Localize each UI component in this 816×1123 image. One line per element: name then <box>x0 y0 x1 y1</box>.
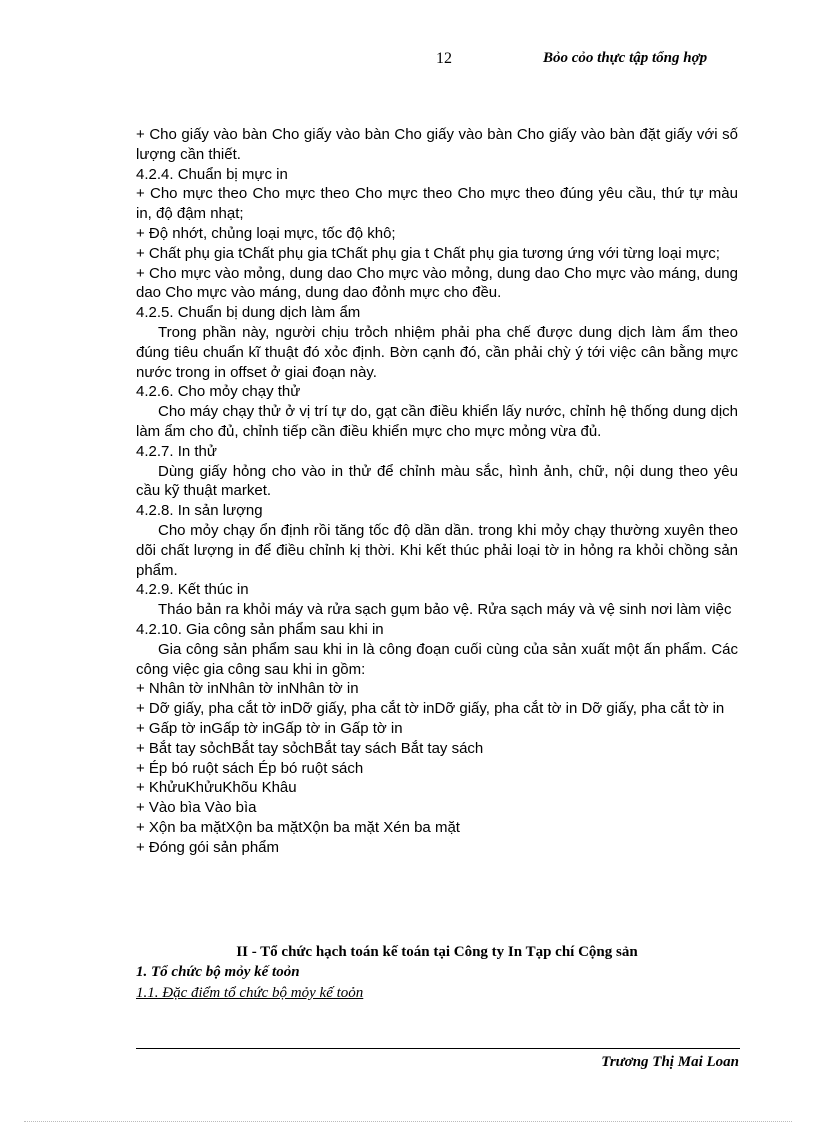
page-edge-divider <box>24 1121 792 1122</box>
paragraph: + Chất phụ gia tChất phụ gia tChất phụ gia t Chất phụ gia tương ứng với từng loại mực; <box>136 244 720 262</box>
section-title: 1. Tổ chức bộ mỏy kế toỏn <box>136 964 300 980</box>
footer-divider <box>136 1048 740 1049</box>
part-title: II - Tổ chức hạch toán kế toán tại Công ty In Tạp chí Cộng sản <box>236 944 638 960</box>
paragraph: + Độ nhớt, chủng loại mực, tốc độ khô; <box>136 224 396 242</box>
body-text <box>136 125 738 857</box>
list-item: + Gấp tờ inGấp tờ inGấp tờ in Gấp tờ in <box>136 719 403 737</box>
footer-author: Trương Thị Mai Loan <box>601 1054 739 1070</box>
paragraph: Gia công sản phẩm sau khi in là công đoạn cuối cùng của sản xuất một ấn phẩm. Các công việc gia công sau khi in gồm: <box>136 640 738 678</box>
list-item: + Nhân tờ inNhân tờ inNhân tờ in <box>136 680 359 698</box>
list-item: + Đóng gói sản phẩm <box>136 838 280 856</box>
subsection-title: 1.1. Đặc điểm tổ chức bộ mỏy kế toỏn <box>136 985 364 1001</box>
paragraph: Cho máy chạy thử ở vị trí tự do, gạt cần điều khiển lấy nước, chỉnh hệ thống dung dịch làm ẩm cho đủ, chỉnh tiếp cần điều khiển mực cho mực mỏng vừa đủ. <box>136 403 738 440</box>
subheading: 4.2.9. Kết thúc in <box>136 581 249 599</box>
list-item: + Ép bó ruột sách Ép bó ruột sách <box>136 759 364 777</box>
list-item: + Dỡ giấy, pha cắt tờ inDỡ giấy, pha cắt tờ inDỡ giấy, pha cắt tờ in Dỡ giấy, pha cắt tờ in <box>136 700 725 718</box>
list-item: + Bắt tay sỏchBắt tay sỏchBắt tay sách Bắt tay sách <box>136 739 484 757</box>
list-item: + Vào bìa Vào bìa <box>136 799 257 817</box>
subheading: 4.2.6. Cho mỏy chạy thử <box>136 383 301 401</box>
subheading: 4.2.10. Gia công sản phẩm sau khi in <box>136 620 384 638</box>
subheading: 4.2.7. In thử <box>136 442 217 460</box>
page-number: 12 <box>436 50 452 67</box>
paragraph: Tháo bản ra khỏi máy và rửa sạch gụm bảo vệ. Rửa sạch máy và vệ sinh nơi làm việc <box>158 601 732 619</box>
subheading: 4.2.4. Chuẩn bị mực in <box>136 165 288 183</box>
list-item: + KhửuKhửuKhõu Khâu <box>136 779 297 797</box>
paragraph: + Cho giấy vào bàn Cho giấy vào bàn Cho giấy vào bàn Cho giấy vào bàn đặt giấy với số lượng cần thiết. <box>136 126 738 163</box>
paragraph: Cho mỏy chạy ổn định rồi tăng tốc độ dần dần. trong khi mỏy chạy thường xuyên theo dõi chất lượng in để điều chỉnh kị thời. Khi kết thúc phải loại tờ in hỏng ra khỏi chồng sản phẩm. <box>136 521 738 579</box>
paragraph: Dùng giấy hỏng cho vào in thử để chỉnh màu sắc, hình ảnh, chữ, nội dung theo yêu cầu kỹ thuật market. <box>136 462 738 500</box>
paragraph: Trong phần này, người chịu trỏch nhiệm phải pha chế được dung dịch làm ẩm theo đúng tiêu chuẩn kĩ thuật đó xỏc định. Bờn cạnh đó, cần phải chỳ ý tới việc cân bằng mực nước trong in offset ở giai đoạn này. <box>136 323 738 381</box>
header-title: Bỏo cỏo thực tập tổng hợp <box>543 50 708 66</box>
list-item: + Xộn ba mặtXộn ba mặtXộn ba mặt Xén ba mặt <box>136 818 460 836</box>
paragraph: + Cho mực theo Cho mực theo Cho mực theo Cho mực theo đúng yêu cầu, thứ tự màu in, độ đậm nhạt; <box>136 185 738 223</box>
paragraph: + Cho mực vào mỏng, dung dao Cho mực vào mỏng, dung dao Cho mực vào máng, dung dao Cho mực vào máng, dung dao đỏnh mực cho đều. <box>136 264 738 302</box>
subheading: 4.2.8. In sản lượng <box>136 502 263 520</box>
subheading: 4.2.5. Chuẩn bị dung dịch làm ẩm <box>136 304 361 322</box>
